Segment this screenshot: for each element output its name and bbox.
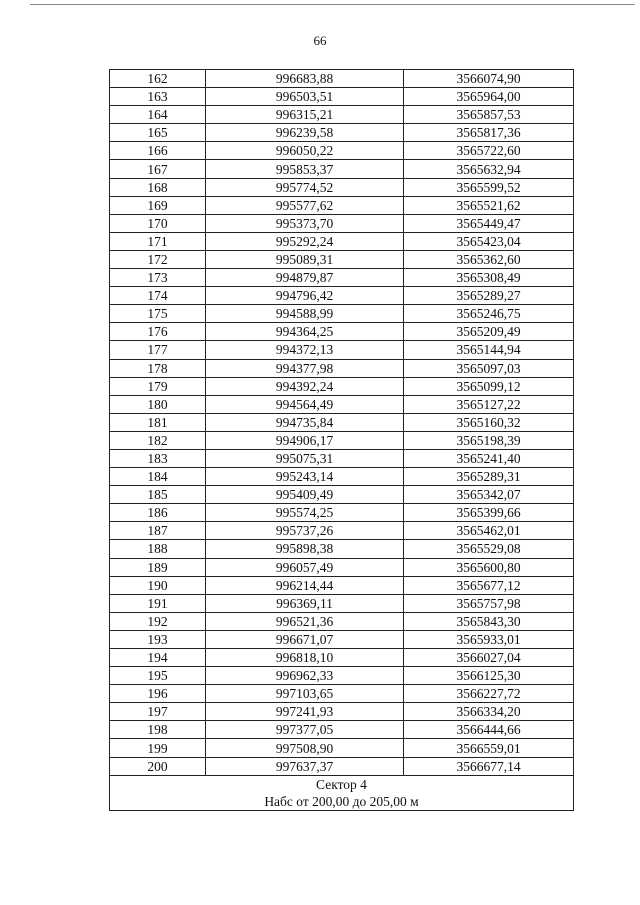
coordinates-table [109, 69, 574, 811]
y-coordinate-cell: 3565399,66 [404, 504, 574, 522]
y-coordinate-cell: 3565097,03 [404, 359, 574, 377]
table-row [110, 468, 574, 486]
point-number-cell: 186 [110, 504, 206, 522]
y-coordinate-cell: 3566444,66 [404, 721, 574, 739]
x-coordinate-cell: 997377,05 [206, 721, 404, 739]
x-coordinate-cell: 994364,25 [206, 323, 404, 341]
x-coordinate-cell: 995089,31 [206, 250, 404, 268]
point-number-cell: 181 [110, 413, 206, 431]
top-rule [30, 4, 635, 5]
x-coordinate-cell: 994377,98 [206, 359, 404, 377]
point-number-cell: 198 [110, 721, 206, 739]
y-coordinate-cell: 3565160,32 [404, 413, 574, 431]
point-number-cell: 164 [110, 106, 206, 124]
page-number: 66 [313, 33, 327, 48]
point-number-cell: 171 [110, 232, 206, 250]
point-number-cell: 197 [110, 703, 206, 721]
sector-footer-row [110, 775, 574, 810]
y-coordinate-cell: 3565246,75 [404, 305, 574, 323]
y-coordinate-cell: 3565289,27 [404, 287, 574, 305]
table-row [110, 486, 574, 504]
point-number-cell: 178 [110, 359, 206, 377]
x-coordinate-cell: 994796,42 [206, 287, 404, 305]
x-coordinate-cell: 995292,24 [206, 232, 404, 250]
table-row [110, 630, 574, 648]
y-coordinate-cell: 3565529,08 [404, 540, 574, 558]
x-coordinate-cell: 995774,52 [206, 178, 404, 196]
table-row [110, 70, 574, 88]
table-row [110, 377, 574, 395]
y-coordinate-cell: 3565362,60 [404, 250, 574, 268]
x-coordinate-cell: 994588,99 [206, 305, 404, 323]
y-coordinate-cell: 3565632,94 [404, 160, 574, 178]
table-row [110, 612, 574, 630]
x-coordinate-cell: 995853,37 [206, 160, 404, 178]
x-coordinate-cell: 996315,21 [206, 106, 404, 124]
y-coordinate-cell: 3566074,90 [404, 70, 574, 88]
x-coordinate-cell: 997637,37 [206, 757, 404, 775]
table-row [110, 649, 574, 667]
y-coordinate-cell: 3565599,52 [404, 178, 574, 196]
point-number-cell: 170 [110, 214, 206, 232]
x-coordinate-cell: 994564,49 [206, 395, 404, 413]
x-coordinate-cell: 994735,84 [206, 413, 404, 431]
point-number-cell: 184 [110, 468, 206, 486]
point-number-cell: 162 [110, 70, 206, 88]
point-number-cell: 176 [110, 323, 206, 341]
point-number-cell: 165 [110, 124, 206, 142]
y-coordinate-cell: 3566334,20 [404, 703, 574, 721]
x-coordinate-cell: 996239,58 [206, 124, 404, 142]
y-coordinate-cell: 3566027,04 [404, 649, 574, 667]
table-row [110, 142, 574, 160]
point-number-cell: 177 [110, 341, 206, 359]
table-row [110, 504, 574, 522]
table-row [110, 305, 574, 323]
x-coordinate-cell: 996818,10 [206, 649, 404, 667]
point-number-cell: 168 [110, 178, 206, 196]
point-number-cell: 189 [110, 558, 206, 576]
point-number-cell: 173 [110, 269, 206, 287]
y-coordinate-cell: 3565462,01 [404, 522, 574, 540]
point-number-cell: 167 [110, 160, 206, 178]
point-number-cell: 183 [110, 449, 206, 467]
x-coordinate-cell: 995409,49 [206, 486, 404, 504]
table-row [110, 359, 574, 377]
point-number-cell: 196 [110, 685, 206, 703]
y-coordinate-cell: 3565099,12 [404, 377, 574, 395]
point-number-cell: 187 [110, 522, 206, 540]
table-row [110, 214, 574, 232]
table-row [110, 124, 574, 142]
y-coordinate-cell: 3565600,80 [404, 558, 574, 576]
x-coordinate-cell: 996671,07 [206, 630, 404, 648]
y-coordinate-cell: 3565933,01 [404, 630, 574, 648]
y-coordinate-cell: 3565857,53 [404, 106, 574, 124]
point-number-cell: 190 [110, 576, 206, 594]
y-coordinate-cell: 3565342,07 [404, 486, 574, 504]
table-row [110, 160, 574, 178]
y-coordinate-cell: 3565144,94 [404, 341, 574, 359]
table-row [110, 413, 574, 431]
y-coordinate-cell: 3565817,36 [404, 124, 574, 142]
table-row [110, 576, 574, 594]
y-coordinate-cell: 3565289,31 [404, 468, 574, 486]
table-row [110, 269, 574, 287]
x-coordinate-cell: 996962,33 [206, 667, 404, 685]
y-coordinate-cell: 3566125,30 [404, 667, 574, 685]
point-number-cell: 182 [110, 431, 206, 449]
y-coordinate-cell: 3565757,98 [404, 594, 574, 612]
x-coordinate-cell: 997241,93 [206, 703, 404, 721]
table-row [110, 178, 574, 196]
sector-footer-cell [110, 775, 574, 810]
y-coordinate-cell: 3566677,14 [404, 757, 574, 775]
table-row [110, 540, 574, 558]
table-row [110, 449, 574, 467]
x-coordinate-cell: 994879,87 [206, 269, 404, 287]
table-row [110, 196, 574, 214]
point-number-cell: 163 [110, 88, 206, 106]
point-number-cell: 194 [110, 649, 206, 667]
y-coordinate-cell: 3565198,39 [404, 431, 574, 449]
y-coordinate-cell: 3565209,49 [404, 323, 574, 341]
coordinates-table-body [110, 70, 574, 776]
table-row [110, 522, 574, 540]
point-number-cell: 180 [110, 395, 206, 413]
point-number-cell: 193 [110, 630, 206, 648]
x-coordinate-cell: 996050,22 [206, 142, 404, 160]
x-coordinate-cell: 995737,26 [206, 522, 404, 540]
point-number-cell: 172 [110, 250, 206, 268]
y-coordinate-cell: 3565677,12 [404, 576, 574, 594]
y-coordinate-cell: 3565843,30 [404, 612, 574, 630]
sector-title: Сектор 4 [316, 776, 367, 792]
table-row [110, 106, 574, 124]
table-row [110, 341, 574, 359]
y-coordinate-cell: 3565449,47 [404, 214, 574, 232]
table-row [110, 667, 574, 685]
table-row [110, 721, 574, 739]
x-coordinate-cell: 995577,62 [206, 196, 404, 214]
table-row [110, 250, 574, 268]
x-coordinate-cell: 995373,70 [206, 214, 404, 232]
x-coordinate-cell: 995574,25 [206, 504, 404, 522]
x-coordinate-cell: 994372,13 [206, 341, 404, 359]
point-number-cell: 195 [110, 667, 206, 685]
x-coordinate-cell: 997508,90 [206, 739, 404, 757]
point-number-cell: 166 [110, 142, 206, 160]
x-coordinate-cell: 997103,65 [206, 685, 404, 703]
table-row [110, 685, 574, 703]
table-row [110, 757, 574, 775]
x-coordinate-cell: 996214,44 [206, 576, 404, 594]
point-number-cell: 169 [110, 196, 206, 214]
x-coordinate-cell: 996503,51 [206, 88, 404, 106]
table-row [110, 287, 574, 305]
point-number-cell: 192 [110, 612, 206, 630]
point-number-cell: 174 [110, 287, 206, 305]
x-coordinate-cell: 996057,49 [206, 558, 404, 576]
point-number-cell: 188 [110, 540, 206, 558]
table-row [110, 558, 574, 576]
table-row [110, 739, 574, 757]
table-row [110, 88, 574, 106]
x-coordinate-cell: 996683,88 [206, 70, 404, 88]
y-coordinate-cell: 3566227,72 [404, 685, 574, 703]
x-coordinate-cell: 994906,17 [206, 431, 404, 449]
x-coordinate-cell: 996369,11 [206, 594, 404, 612]
point-number-cell: 179 [110, 377, 206, 395]
y-coordinate-cell: 3565521,62 [404, 196, 574, 214]
table-row [110, 594, 574, 612]
y-coordinate-cell: 3565964,00 [404, 88, 574, 106]
x-coordinate-cell: 994392,24 [206, 377, 404, 395]
point-number-cell: 200 [110, 757, 206, 775]
point-number-cell: 185 [110, 486, 206, 504]
y-coordinate-cell: 3565241,40 [404, 449, 574, 467]
table-row [110, 431, 574, 449]
x-coordinate-cell: 995898,38 [206, 540, 404, 558]
y-coordinate-cell: 3565308,49 [404, 269, 574, 287]
table-row [110, 395, 574, 413]
y-coordinate-cell: 3565127,22 [404, 395, 574, 413]
table-row [110, 703, 574, 721]
y-coordinate-cell: 3566559,01 [404, 739, 574, 757]
table-row [110, 323, 574, 341]
point-number-cell: 199 [110, 739, 206, 757]
x-coordinate-cell: 995243,14 [206, 468, 404, 486]
x-coordinate-cell: 996521,36 [206, 612, 404, 630]
x-coordinate-cell: 995075,31 [206, 449, 404, 467]
y-coordinate-cell: 3565722,60 [404, 142, 574, 160]
point-number-cell: 175 [110, 305, 206, 323]
y-coordinate-cell: 3565423,04 [404, 232, 574, 250]
point-number-cell: 191 [110, 594, 206, 612]
sector-height-range: Набс от 200,00 до 205,00 м [264, 793, 419, 809]
table-row [110, 232, 574, 250]
